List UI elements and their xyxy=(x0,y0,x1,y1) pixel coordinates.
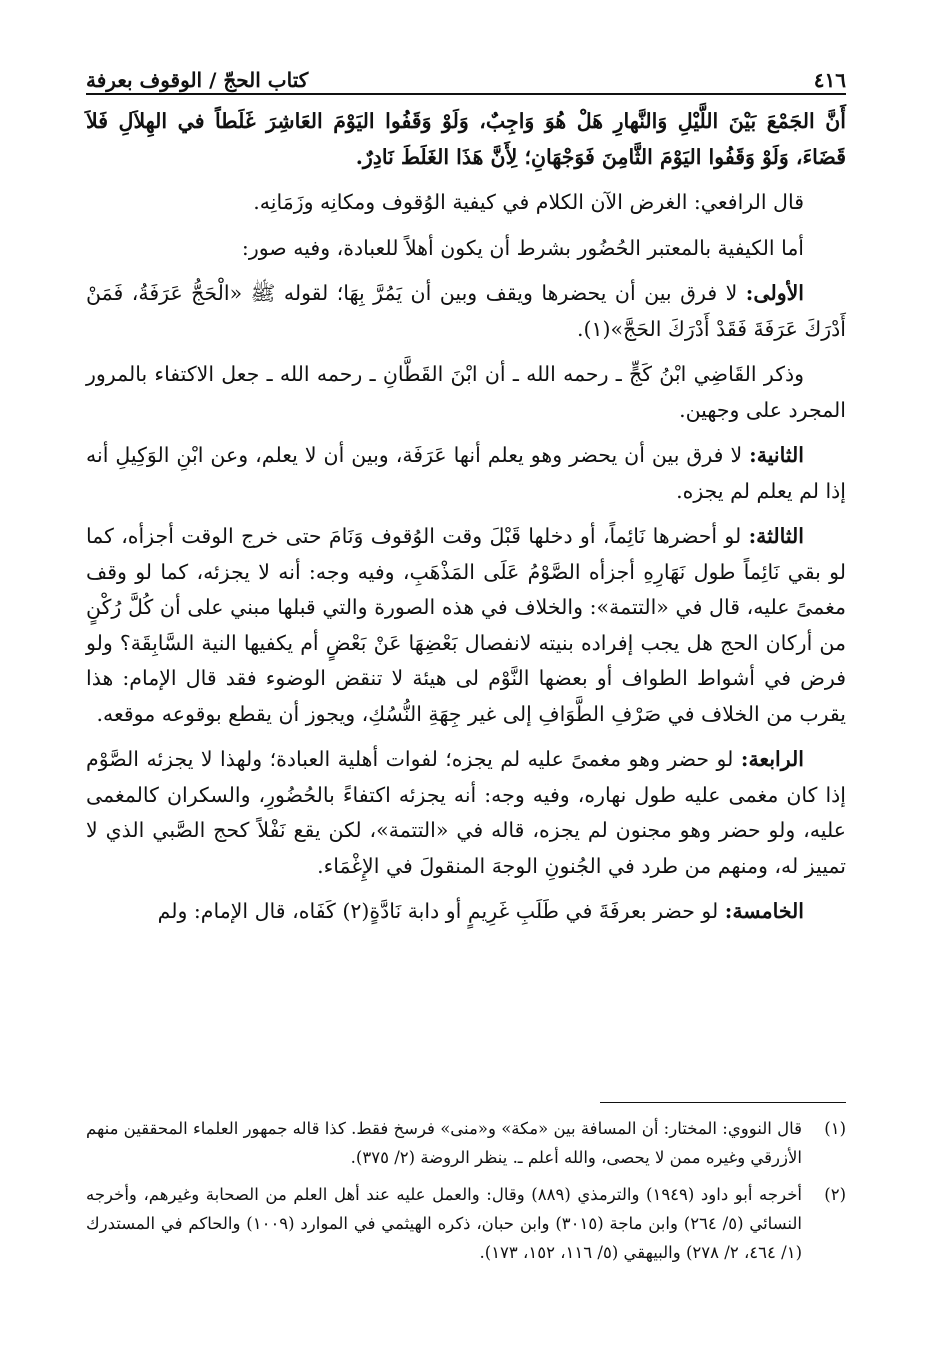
case-term: الثانية: xyxy=(749,443,804,467)
paragraph-kayfiyya xyxy=(86,231,846,267)
footnote-number: (١) xyxy=(824,1119,846,1138)
footnote-number: (٢) xyxy=(824,1185,846,1204)
case-term: الثالثة: xyxy=(748,524,804,548)
main-text xyxy=(86,104,846,940)
paragraph-continuation xyxy=(86,104,846,175)
paragraph-text: لو أحضرها نَائِماً، أو دخلها قَبْلَ وقت الوُقوف وَنَامَ حتى خرج الوقت أجزأه، كما لو بقي نَائِماً طول نَهَارِهِ أجزأه الصَّوْمُ عَلَى المَذْهَبِ، وفيه وجه: أنه لا يجزئه، كما لو وقف مغمىً عليه، قال في «التتمة»: والخلاف في هذه الصورة والتي قبلها مبني على أن كُلَّ رُكْنٍ من أركان الحج هل يجب إفراده بنيته لانفصال بَعْضِهَا عَنْ بَعْضٍ أم يكفيها النية السَّابِقَة؟ ولو فرض في أشواط الطواف أو بعضها النَّوْم لى هيئة لا تنقض الوضوء فقد قال الإمام: هذا يقرب من الخلاف في صَرْفِ الطَّوَافِ إلى غير جِهَةِ النُّسُكِ، ويجوز أن يقطع بوقوعه موقعه. xyxy=(86,524,846,726)
paragraph-ibn-kajj xyxy=(86,357,846,428)
paragraph-fourth-case xyxy=(86,742,846,884)
paragraph-text: وذكر القَاضِي ابْنُ كَجٍّ ـ رحمه الله ـ أن ابْنَ القَطَّانِ ـ رحمه الله ـ جعل الاكتفاء بالمرور المجرد على وجهين. xyxy=(86,362,846,422)
paragraph-third-case xyxy=(86,519,846,732)
paragraph-text: لو حضر وهو مغمىً عليه لم يجزه؛ لفوات أهلية العبادة؛ ولهذا لا يجزئه الصَّوْم إذا كان مغمى عليه طول نهاره، وفيه وجه: أنه يجزئه اكتفاءً بالحُضُورِ، والسكران كالمغمى عليه، ولو حضر وهو مجنون لم يجزه، قاله في «التتمة»، لكن يقع نَفْلاً كحج الصَّبي الذي لا تمييز له، ومنهم من طرد في الجُنونِ الوجهَ المنقولَ في الإِغْمَاء. xyxy=(86,747,846,878)
case-term: الرابعة: xyxy=(740,747,804,771)
footnote-divider xyxy=(600,1102,846,1103)
case-term: الأولى: xyxy=(745,281,804,305)
page-number: ٤١٦ xyxy=(813,68,846,92)
paragraph-first-case xyxy=(86,276,846,347)
paragraph-text: لو حضر بعرفَةَ في طَلَبِ غَرِيمٍ أو دابة نَادَّةٍ(٢) كَفَاه، قال الإمام: ولم xyxy=(157,899,719,923)
paragraph-text: لا فرق بين أن يحضر وهو يعلم أنها عَرَفَة، وبين أن لا يعلم، وعن ابْنِ الوَكِيلِ أنه إذا لم يعلم لم يجزه. xyxy=(86,443,846,503)
case-term: الخامسة: xyxy=(724,899,804,923)
paragraph-second-case xyxy=(86,438,846,509)
page-header xyxy=(86,52,846,92)
footnote-text: قال النووي: المختار: أن المسافة بين «مكة» و«منى» فرسخ فقط. كذا قاله جمهور العلماء المحققين منهم الأزرقي وغيره ممن لا يحصى، والله أعلم ـ. ينظر الروضة (٢/ ٣٧٥). xyxy=(86,1119,802,1167)
paragraph-text: أَنَّ الجَمْعَ بَيْنَ اللَّيْلِ وَالنَّهارِ هَلْ هُوَ وَاجِبٌ، وَلَوْ وَقَفُوا اليَوْمَ العَاشِرَ غَلَطاً في الهِلاَلِ فَلاَ قَضَاءَ، وَلَوْ وَقَفُوا اليَوْمَ الثَّامِنَ فَوَجْهَانِ؛ لِأَنَّ هَذَا الغَلَطَ نَادِرٌ. xyxy=(86,109,846,169)
running-title: كتاب الحجّ / الوقوف بعرفة xyxy=(86,68,309,92)
footnote xyxy=(86,1180,846,1267)
paragraph-text: قال الرافعي: الغرض الآن الكلام في كيفية الوُقوف ومكانِه وزَمَانِه. xyxy=(253,190,804,214)
footnotes xyxy=(86,1114,846,1275)
paragraph-rafii xyxy=(86,185,846,221)
footnote xyxy=(86,1114,846,1172)
paragraph-text: أما الكيفية بالمعتبر الحُضُور بشرط أن يكون أهلاً للعبادة، وفيه صور: xyxy=(241,235,804,260)
header-divider xyxy=(86,93,846,95)
paragraph-text: لا فرق بين أن يحضرها ويقف وبين أن يَمُرَّ بِهَا؛ لقوله ﷺ «الْحَجُّ عَرَفَةُ، فَمَنْ أَدْرَكَ عَرَفَةَ فَقَدْ أَدْرَكَ الحَجَّ»(١). xyxy=(86,281,846,341)
paragraph-fifth-case xyxy=(86,894,846,930)
footnote-text: أخرجه أبو داود (١٩٤٩) والترمذي (٨٨٩) وقال: والعمل عليه عند أهل العلم من الصحابة وغيرهم، وأخرجه النسائي (٥/ ٢٦٤) وابن ماجة (٣٠١٥) وابن حبان، ذكره الهيثمي في الموارد (١٠٠٩) والحاكم في المستدرك (١/ ٤٦٤، ٢/ ٢٧٨) والبيهقي (٥/ ١١٦، ١٥٢، ١٧٣). xyxy=(86,1185,803,1262)
